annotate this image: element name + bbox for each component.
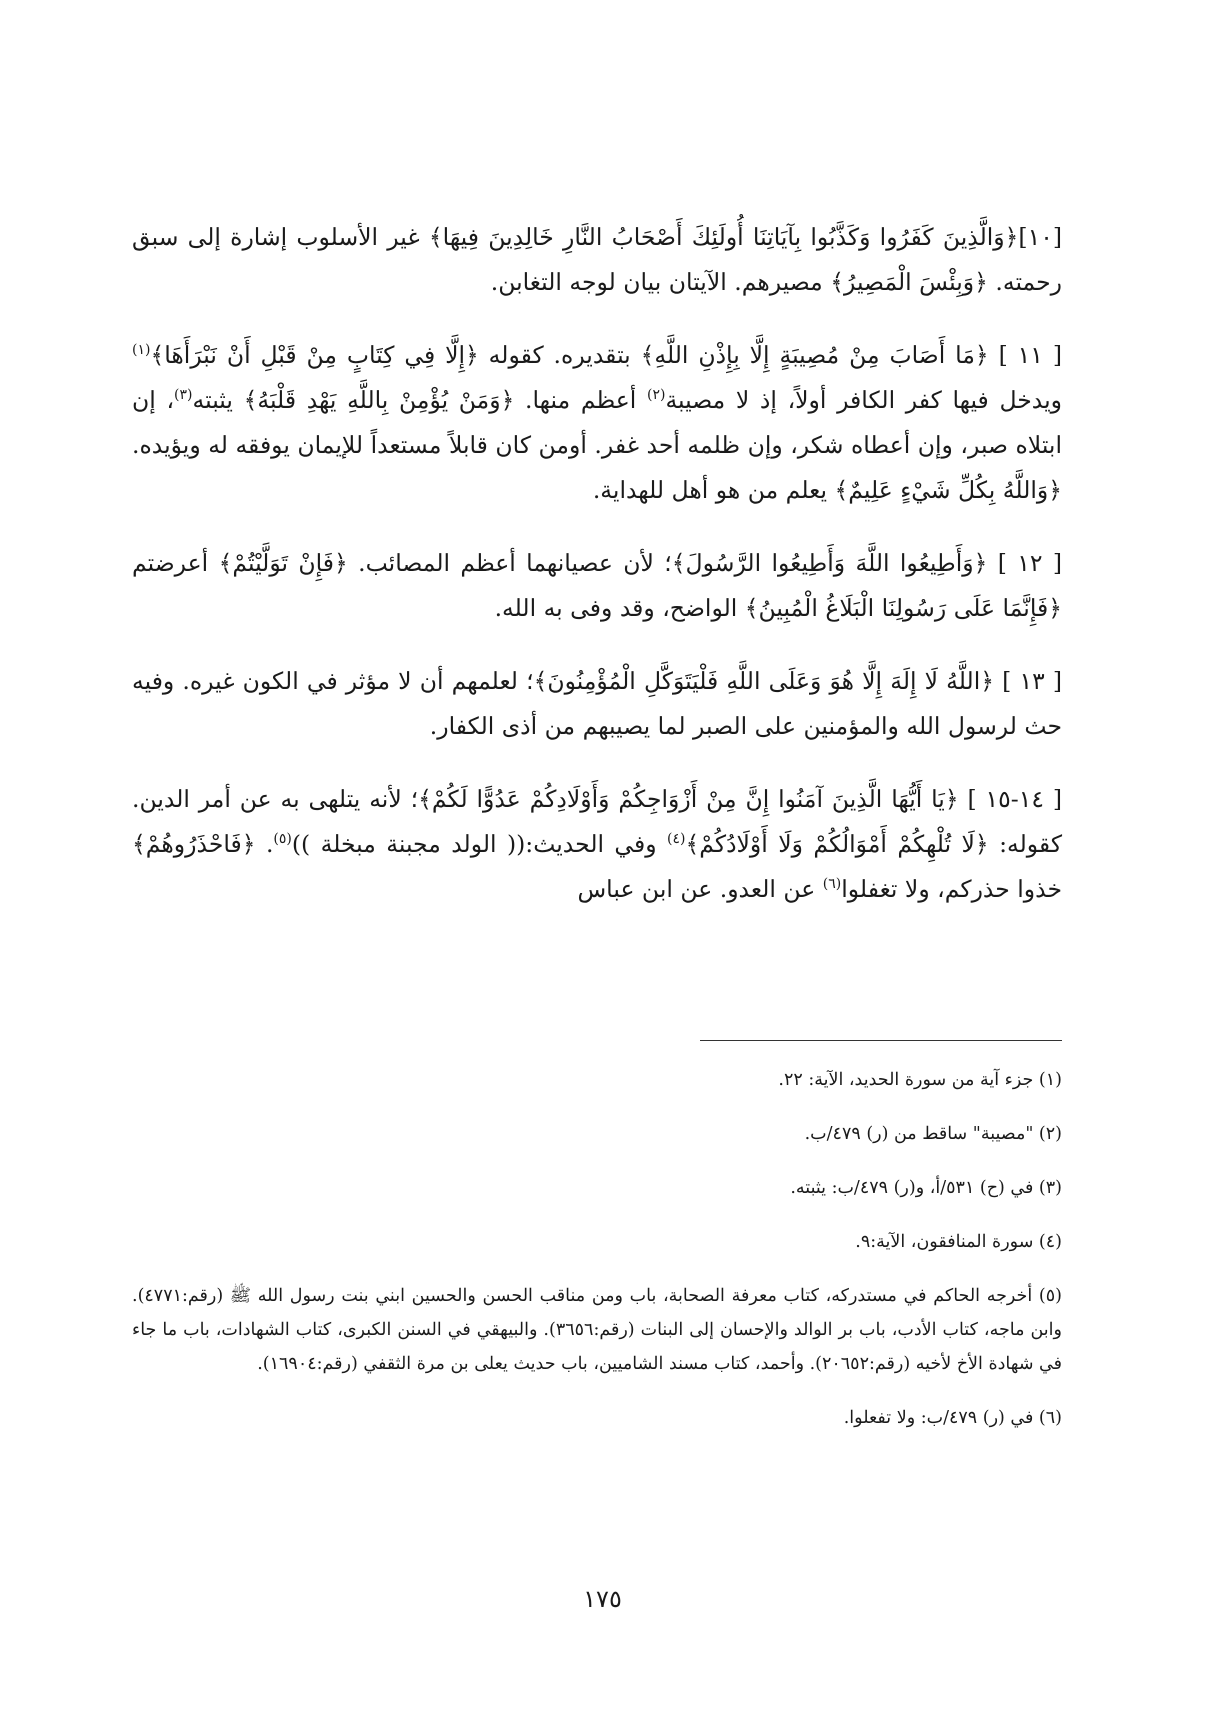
paragraph-12: [132, 541, 1062, 631]
commentary-text: خذوا حذركم، ولا تغفلوا: [841, 875, 1062, 903]
commentary-text: ، إن ابتلاه صبر، وإن أعطاه شكر، وإن ظلمه أحد غفر. أومن كان قابلاً مستعداً للإيمان يوفقه له ويؤيده.: [132, 386, 1062, 459]
paragraph-10: [132, 215, 1062, 305]
footnote-1: (١) جزء آية من سورة الحديد، الآية: ٢٢.: [778, 1070, 1062, 1090]
commentary-text: وفي الحديث:(( الولد مجبنة مبخلة )): [291, 830, 667, 858]
footnote-6: (٦) في (ر) ٤٧٩/ب: ولا تفعلوا.: [843, 1408, 1062, 1428]
commentary-text: يثبته: [192, 386, 244, 414]
commentary-text: أعرضتم: [132, 549, 219, 577]
footnote-ref[interactable]: (١): [132, 342, 151, 359]
quran-verse: ﴿وَبِئْسَ الْمَصِيرُ﴾: [830, 268, 988, 296]
paragraph-11: [132, 333, 1062, 513]
footnote-divider: [700, 1040, 1062, 1041]
footnote-ref[interactable]: (٢): [646, 387, 666, 404]
quran-verse: ﴿لَا تُلْهِكُمْ أَمْوَالُكُمْ وَلَا أَوْلَادُكُمْ﴾: [685, 830, 989, 858]
footnote-2: (٢) "مصيبة" ساقط من (ر) ٤٧٩/ب.: [804, 1124, 1062, 1144]
quran-verse: ﴿إِلَّا فِي كِتَابٍ مِنْ قَبْلِ أَنْ نَبْرَأَهَا﴾: [150, 341, 479, 369]
paragraph-14-15: [132, 777, 1062, 912]
commentary-text: ؛ لعلمهم أن لا مؤثر في الكون غيره. وفيه حث لرسول الله والمؤمنين على الصبر لما يصيبهم من أذى الكفار.: [132, 667, 1062, 740]
quran-verse: ﴿فَإِنْ تَوَلَّيْتُمْ﴾: [218, 549, 348, 577]
quran-verse: ﴿فَاحْذَرُوهُمْ﴾: [132, 830, 256, 858]
footnote-ref[interactable]: (٥): [273, 831, 292, 848]
paragraph-13: [132, 659, 1062, 749]
quran-verse: ﴿مَا أَصَابَ مِنْ مُصِيبَةٍ إِلَّا بِإِذْنِ اللَّهِ﴾: [640, 341, 989, 369]
footnote-ref[interactable]: (٣): [174, 387, 193, 404]
quran-verse: ﴿وَاللَّهُ بِكُلِّ شَيْءٍ عَلِيمٌ﴾: [834, 476, 1062, 504]
commentary-text: عن العدو. عن ابن عباس: [577, 875, 823, 903]
quran-verse: ﴿وَأَطِيعُوا اللَّهَ وَأَطِيعُوا الرَّسُولَ﴾: [671, 549, 988, 577]
commentary-text: أعظم منها.: [514, 386, 647, 414]
quran-verse: ﴿وَمَنْ يُؤْمِنْ بِاللَّهِ يَهْدِ قَلْبَهُ﴾: [243, 386, 515, 414]
page-number: ١٧٥: [583, 1585, 622, 1613]
commentary-text: غير الأسلوب إشارة إلى سبق رحمته.: [132, 223, 1062, 296]
verse-number: [١٠]: [1018, 223, 1062, 251]
verse-number: [ ١٢ ]: [997, 549, 1062, 577]
commentary-text: الواضح، وقد وفى به الله.: [494, 594, 745, 622]
footnote-3: (٣) في (ح) ٥٣١/أ، و(ر) ٤٧٩/ب: يثبته.: [790, 1178, 1062, 1198]
commentary-text: ؛ لأن عصيانهما أعظم المصائب.: [347, 549, 672, 577]
footnote-ref[interactable]: (٤): [667, 831, 686, 848]
quran-verse: ﴿فَإِنَّمَا عَلَى رَسُولِنَا الْبَلَاغُ الْمُبِينُ﴾: [744, 594, 1062, 622]
commentary-text: بتقديره. كقوله: [478, 341, 641, 369]
commentary-text: مصيرهم. الآيتان بيان لوجه التغابن.: [490, 268, 831, 296]
footnote-4: (٤) سورة المنافقون، الآية:٩.: [855, 1232, 1062, 1252]
verse-number: [ ١٣ ]: [1002, 667, 1063, 695]
verse-number: [ ١٤-١٥ ]: [967, 785, 1063, 813]
footnotes: [132, 1063, 1062, 1455]
quran-verse: ﴿اللَّهُ لَا إِلَهَ إِلَّا هُوَ وَعَلَى اللَّهِ فَلْيَتَوَكَّلِ الْمُؤْمِنُونَ﴾: [533, 667, 995, 695]
main-text: [132, 215, 1062, 940]
quran-verse: ﴿يَا أَيُّهَا الَّذِينَ آمَنُوا إِنَّ مِنْ أَزْوَاجِكُمْ وَأَوْلَادِكُمْ عَدُوًّا لَكُمْ﴾: [418, 785, 959, 813]
commentary-text: يعلم من هو أهل للهداية.: [592, 476, 835, 504]
commentary-text: .: [255, 830, 274, 858]
commentary-text: ويدخل فيها كفر الكافر أولاً، إذ لا مصيبة: [665, 386, 1062, 414]
commentary-text: ؛ لأنه يتلهى به عن أمر الدين. كقوله:: [132, 785, 1063, 858]
footnote-ref[interactable]: (٦): [822, 876, 842, 893]
quran-verse: ﴿وَالَّذِينَ كَفَرُوا وَكَذَّبُوا بِآيَاتِنَا أُولَئِكَ أَصْحَابُ النَّارِ خَالِدِينَ فِيهَا﴾: [428, 223, 1019, 251]
verse-number: [ ١١ ]: [998, 341, 1062, 369]
footnote-5: (٥) أخرجه الحاكم في مستدركه، كتاب معرفة الصحابة، باب ومن مناقب الحسن والحسين ابني بنت رسول الله ﷺ (رقم:٤٧٧١). وابن ماجه، كتاب الأدب، باب بر الوالد والإحسان إلى البنات (رقم:٣٦٥٦). والبيهقي في السنن الكبرى، كتاب الشهادات، باب ما جاء في شهادة الأخ لأخيه (رقم:٢٠٦٥٢). وأحمد، كتاب مسند الشاميين، باب حديث يعلى بن مرة الثقفي (رقم:١٦٩٠٤).: [132, 1286, 1062, 1374]
